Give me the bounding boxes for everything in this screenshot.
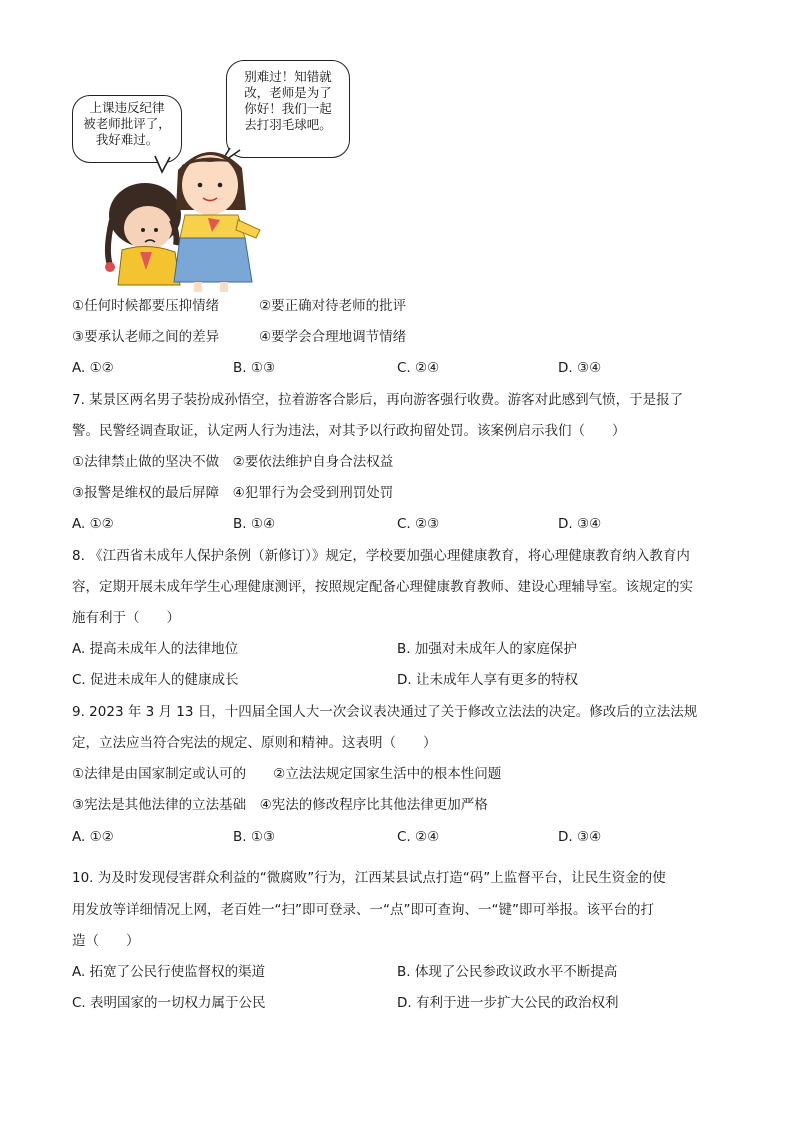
q6-statement-2: ②要正确对待老师的批评 [259, 298, 407, 314]
q9-option-b[interactable]: B. ①③ [233, 829, 276, 845]
q9-statements-row-2: ③宪法是其他法律的立法基础 ④宪法的修改程序比其他法律更加严格 [72, 797, 488, 813]
q10-stem-line-1: 10. 为及时发现侵害群众利益的“微腐败”行为，江西某县试点打造“码”上监督平台，让民生资金的使 [72, 870, 666, 886]
q10-stem-line-2: 用发放等详细情况上网，老百姓一“扫”即可登录、一“点”即可查询、一“键”即可举报。该平台的打 [72, 902, 654, 918]
q7-option-d[interactable]: D. ③④ [558, 516, 602, 532]
q6-option-a[interactable]: A. ①② [72, 360, 114, 376]
q10-option-b[interactable]: B. 体现了公民参政议政水平不断提高 [397, 964, 618, 980]
q8-option-c[interactable]: C. 促进未成年人的健康成长 [72, 672, 239, 688]
q8-stem-line-2: 容，定期开展未成年学生心理健康测评，按照规定配备心理健康教育教师、建设心理辅导室。该规定的实 [72, 579, 693, 595]
q9-stem-line-1: 9. 2023 年 3 月 13 日，十四届全国人大一次会议表决通过了关于修改立法法的决定。修改后的立法法规 [72, 704, 698, 720]
left-speech-bubble: 上课违反纪律 被老师批评了， 我好难过。 [72, 95, 182, 163]
q8-option-a[interactable]: A. 提高未成年人的法律地位 [72, 641, 239, 657]
q8-option-d[interactable]: D. 让未成年人享有更多的特权 [397, 672, 578, 688]
q6-option-c[interactable]: C. ②④ [397, 360, 440, 376]
q7-option-b[interactable]: B. ①④ [233, 516, 276, 532]
q10-stem-line-3: 造（ ） [72, 933, 140, 949]
cartoon-girls-image [60, 60, 320, 295]
q7-statements-row-2: ③报警是维权的最后屏障 ④犯罪行为会受到刑罚处罚 [72, 485, 394, 501]
q9-option-c[interactable]: C. ②④ [397, 829, 440, 845]
q7-stem-line-2: 警。民警经调查取证，认定两人行为违法，对其予以行政拘留处罚。该案例启示我们（ ） [72, 423, 626, 439]
q9-option-a[interactable]: A. ①② [72, 829, 114, 845]
q6-option-b[interactable]: B. ①③ [233, 360, 276, 376]
q7-stem-line-1: 7. 某景区两名男子装扮成孙悟空，拉着游客合影后，再向游客强行收费。游客对此感到气愤，于是报了 [72, 392, 684, 408]
q9-option-d[interactable]: D. ③④ [558, 829, 602, 845]
q8-stem-line-1: 8. 《江西省未成年人保护条例（新修订）》规定，学校要加强心理健康教育，将心理健康教育纳入教育内 [72, 548, 690, 564]
q6-statement-3: ③要承认老师之间的差异 [72, 329, 220, 345]
q9-statements-row-1: ①法律是由国家制定或认可的 ②立法法规定国家生活中的根本性问题 [72, 766, 502, 782]
q7-option-a[interactable]: A. ①② [72, 516, 114, 532]
q8-stem-line-3: 施有利于（ ） [72, 610, 180, 626]
q6-statement-1: ①任何时候都要压抑情绪 [72, 298, 220, 314]
q7-option-c[interactable]: C. ②③ [397, 516, 440, 532]
q10-option-a[interactable]: A. 拓宽了公民行使监督权的渠道 [72, 964, 266, 980]
q8-option-b[interactable]: B. 加强对未成年人的家庭保护 [397, 641, 577, 657]
q10-option-d[interactable]: D. 有利于进一步扩大公民的政治权利 [397, 995, 619, 1011]
q6-statement-4: ④要学会合理地调节情绪 [259, 329, 407, 345]
q7-statements-row-1: ①法律禁止做的坚决不做 ②要依法维护自身合法权益 [72, 454, 394, 470]
right-speech-bubble: 别难过！知错就 改，老师是为了 你好！我们一起 去打羽毛球吧。 [226, 60, 350, 158]
q6-option-d[interactable]: D. ③④ [558, 360, 602, 376]
q6-statements-row-1 [72, 297, 407, 315]
q6-statements-row-2 [72, 328, 407, 346]
q9-stem-line-2: 定，立法应当符合宪法的规定、原则和精神。这表明（ ） [72, 735, 437, 751]
q10-option-c[interactable]: C. 表明国家的一切权力属于公民 [72, 995, 266, 1011]
